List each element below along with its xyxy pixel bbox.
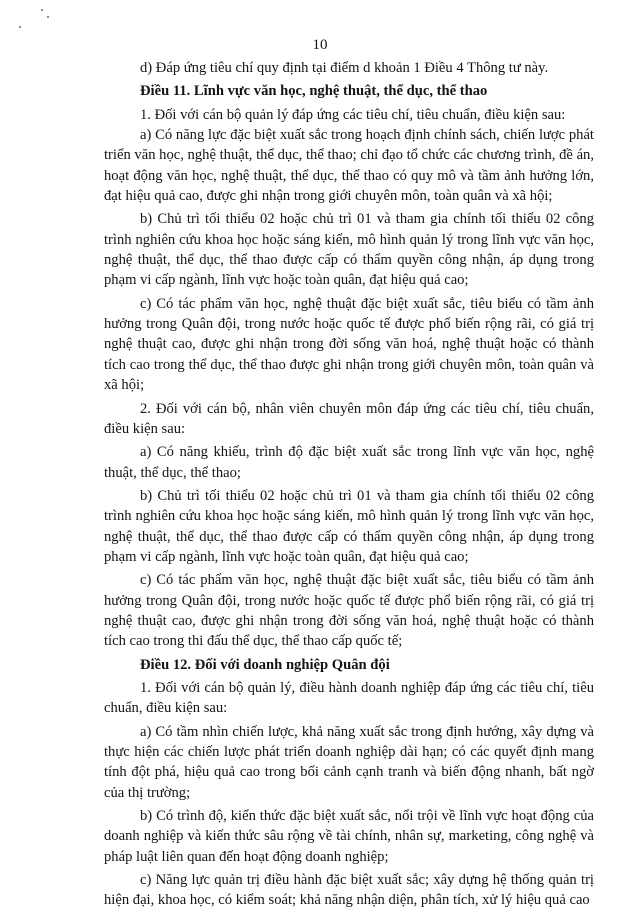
paragraph: 1. Đối với cán bộ quản lý, điều hành doanh nghiệp đáp ứng các tiêu chí, tiêu chuẩn, điều kiện sau:: [104, 679, 594, 717]
paragraph: b) Có trình độ, kiến thức đặc biệt xuất sắc, nổi trội về lĩnh vực hoạt động của doanh nghiệp và kiến thức sâu rộng về tài chính, nhân sự, marketing, công nghệ và pháp luật liên quan đến hoạt động doanh nghiệp;: [104, 808, 594, 865]
scan-speck: [19, 26, 21, 28]
paragraph: 2. Đối với cán bộ, nhân viên chuyên môn đáp ứng các tiêu chí, tiêu chuẩn, điều kiện sau:: [104, 400, 594, 437]
paragraph: c) Năng lực quản trị điều hành đặc biệt xuất sắc; xây dựng hệ thống quản trị hiện đại, khoa học, có kiểm soát; khả năng nhận diện, phân tích, xử lý hiệu quả cao: [104, 872, 594, 909]
paragraph: d) Đáp ứng tiêu chí quy định tại điểm d khoản 1 Điều 4 Thông tư này.: [140, 60, 549, 76]
paragraph: a) Có năng lực đặc biệt xuất sắc trong hoạch định chính sách, chiến lược phát triển văn học, nghệ thuật, thể dục, thể thao; chỉ đạo tổ chức các chương trình, đề án, hoạt động văn học, nghệ thuật, thể dục, thể thao có quy mô và tầm ảnh hưởng lớn, đạt hiệu quả cao, được ghi nhận trong giới chuyên môn, toàn quân và xã hội;: [104, 127, 594, 205]
article-heading: Điều 11. Lĩnh vực văn học, nghệ thuật, thể dục, thể thao: [140, 83, 488, 100]
page-number: 10: [312, 37, 328, 53]
paragraph: c) Có tác phẩm văn học, nghệ thuật đặc biệt xuất sắc, tiêu biểu có tầm ảnh hưởng trong Quân đội, trong nước hoặc quốc tế được phổ biến rộng rãi, có giá trị nghệ thuật cao, được ghi nhận trong đời sống văn hoá, nghệ thuật hoặc có thành tích cao trong thể dục, thể thao được ghi nhận trong giới chuyên môn, toàn quân và xã hội;: [104, 295, 594, 394]
paragraph: a) Có năng khiếu, trình độ đặc biệt xuất sắc trong lĩnh vực văn học, nghệ thuật, thể dục, thể thao;: [104, 444, 594, 481]
scan-speck: [41, 9, 43, 11]
document-body: [104, 58, 594, 914]
paragraph: 1. Đối với cán bộ quản lý đáp ứng các tiêu chí, tiêu chuẩn, điều kiện sau:: [140, 106, 566, 123]
article-heading: Điều 12. Đối với doanh nghiệp Quân đội: [140, 656, 390, 673]
paragraph: a) Có tầm nhìn chiến lược, khả năng xuất sắc trong định hướng, xây dựng và thực hiện các chiến lược phát triển doanh nghiệp dài hạn; có các quyết định mang tính đột phá, hiệu quả cao trong bối cảnh cạnh tranh và biến động nhanh, bất ngờ của thị trường;: [104, 723, 594, 801]
paragraph: b) Chủ trì tối thiểu 02 hoặc chủ trì 01 và tham gia chính tối thiểu 02 công trình nghiên cứu khoa học hoặc sáng kiến, mô hình quản lý trong lĩnh vực văn học, nghệ thuật, thể dục, thể thao được cấp có thẩm quyền công nhận, áp dụng trong phạm vi cấp ngành, lĩnh vực hoặc toàn quân, đạt hiệu quả cao;: [104, 211, 594, 289]
paragraph: b) Chủ trì tối thiểu 02 hoặc chủ trì 01 và tham gia chính tối thiểu 02 công trình nghiên cứu khoa học hoặc sáng kiến, mô hình quản lý trong lĩnh vực văn học, nghệ thuật, thể dục, thể thao được cấp có thẩm quyền công nhận, áp dụng trong phạm vi cấp ngành, lĩnh vực hoặc toàn quân, đạt hiệu quả cao;: [104, 487, 594, 565]
paragraph: c) Có tác phẩm văn học, nghệ thuật đặc biệt xuất sắc, tiêu biểu có tầm ảnh hưởng trong Quân đội, trong nước hoặc quốc tế được phổ biến rộng rãi, có giá trị nghệ thuật cao, được ghi nhận trong đời sống văn hoá, nghệ thuật hoặc có thành tích cao trong thi đấu thể dục, thể thao cấp quốc tế;: [104, 572, 594, 650]
scan-speck: [47, 16, 49, 18]
